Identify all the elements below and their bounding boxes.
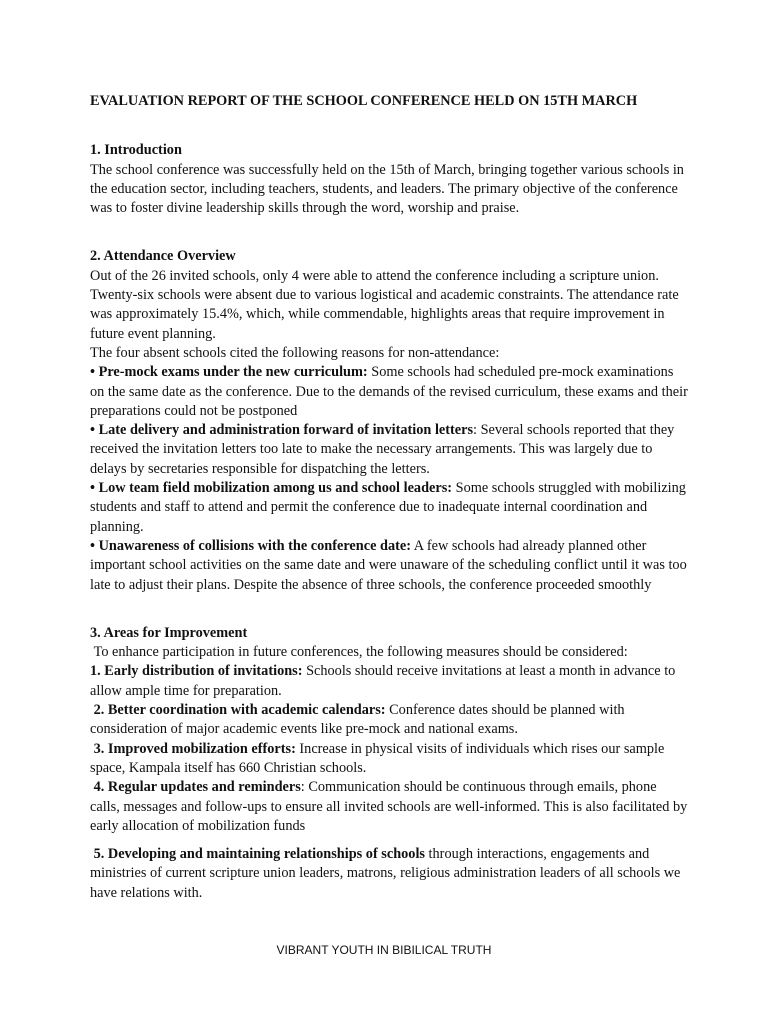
- improvement-text: Conference dates should be planned with consideration of major academic events like pre-mock and national exams.: [90, 702, 629, 738]
- introduction-heading: 1. Introduction: [90, 142, 182, 159]
- reason-text: Some schools struggled with mobilizing students and staff to attend and permit the conference due to inadequate internal coordination and planning.: [90, 480, 686, 535]
- reason-label: • Unawareness of collisions with the conference date:: [90, 537, 411, 554]
- improvement-section: [90, 624, 691, 903]
- reason-text: Some schools had scheduled pre-mock examinations on the same date as the conference. Due to the demands of the revised curriculum, these exams and their preparations could not be postponed: [90, 364, 688, 419]
- reason-label: • Late delivery and administration forward of invitation letters: [90, 422, 474, 439]
- reasons-intro: The four absent schools cited the following reasons for non-attendance:: [90, 344, 500, 361]
- attendance-heading: 2. Attendance Overview: [90, 248, 236, 265]
- improvement-text: Increase in physical visits of individuals which rises our sample space, Kampala itself has 660 Christian schools.: [90, 740, 668, 776]
- reason-label: • Low team field mobilization among us and school leaders:: [90, 480, 453, 497]
- introduction-section: [90, 141, 688, 218]
- improvement-item: [90, 778, 691, 836]
- improvement-item: [90, 845, 688, 903]
- page-footer: VIBRANT YOUTH IN BIBILICAL TRUTH: [276, 943, 492, 957]
- improvement-text: Schools should receive invitations at least a month in advance to allow ample time for preparation.: [90, 663, 679, 699]
- improvement-item: [90, 662, 688, 701]
- improvement-text: : Communication should be continuous through emails, phone calls, messages and follow-ups to ensure all invited schools are well-informed. This is also facilitated by early allocation of mobilization funds: [90, 779, 691, 834]
- document-page: [90, 92, 691, 903]
- improvement-item: [90, 740, 688, 779]
- improvement-label: 1. Early distribution of invitations:: [90, 663, 303, 680]
- reason-text: : Several schools reported that they received the invitation letters too late to make the necessary arrangements. This was largely due to delays by secretaries responsible for dispatching the letters.: [90, 422, 675, 477]
- reason-text: A few schools had already planned other important school activities on the same date and were unaware of the scheduling conflict until it was too late to adjust their plans. Despite the absence of three schools, the conference proceeded smoothly: [90, 537, 687, 593]
- improvement-intro: To enhance participation in future conferences, the following measures should be considered:: [90, 644, 628, 661]
- attendance-text: Out of the 26 invited schools, only 4 were able to attend the conference including a scripture union. Twenty-six schools were absent due to various logistical and academic constraints. The attendance rate was approximately 15.4%, which, while commendable, highlights areas that require improvement in future event planning.: [90, 267, 679, 342]
- reason-item: [90, 363, 688, 421]
- improvement-text: through interactions, engagements and ministries of current scripture union leaders, matrons, religious administration leaders of all schools we have relations with.: [90, 846, 684, 901]
- improvement-label: 3. Improved mobilization efforts:: [90, 740, 296, 757]
- reason-item: [90, 421, 688, 479]
- attendance-section: [90, 247, 688, 594]
- improvement-label: 4. Regular updates and reminders: [90, 779, 301, 796]
- improvement-item: [90, 701, 688, 740]
- improvement-heading: 3. Areas for Improvement: [90, 624, 248, 641]
- improvement-label: 5. Developing and maintaining relationships of schools: [90, 846, 425, 863]
- reason-item: [90, 537, 688, 595]
- improvement-label: 2. Better coordination with academic calendars:: [90, 702, 386, 719]
- reason-label: • Pre-mock exams under the new curriculum:: [90, 364, 368, 381]
- reason-item: [90, 479, 688, 537]
- document-title: EVALUATION REPORT OF THE SCHOOL CONFERENCE HELD ON 15TH MARCH: [90, 93, 638, 109]
- introduction-text: The school conference was successfully held on the 15th of March, bringing together various schools in the education sector, including teachers, students, and leaders. The primary objective of the conference was to foster divine leadership skills through the word, worship and praise.: [90, 161, 684, 217]
